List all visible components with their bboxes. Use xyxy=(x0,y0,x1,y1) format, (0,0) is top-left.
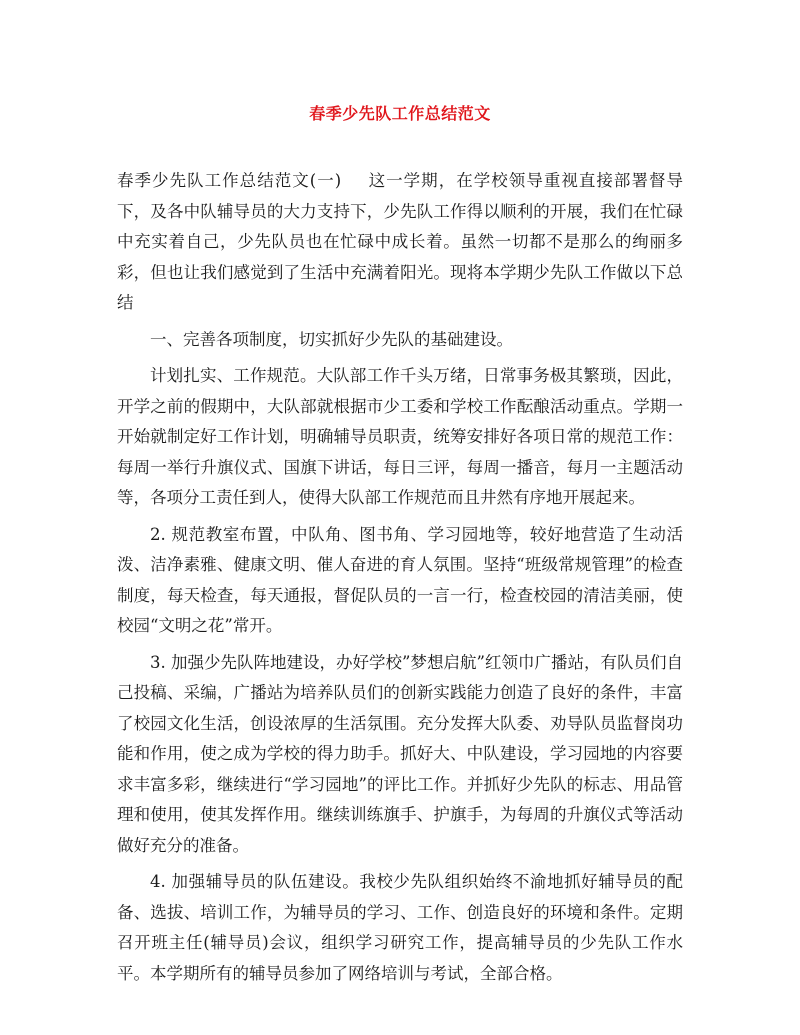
item-2-paragraph: 2. 规范教室布置，中队角、图书角、学习园地等，较好地营造了生动活泼、洁净素雅、健康文明、催人奋进的育人氛围。坚持“班级常规管理”的检查制度，每天检查，每天通报，督促队员的一言一行，检查校园的清洁美丽，使校园“文明之花”常开。 xyxy=(117,524,683,635)
intro-label: 春季少先队工作总结范文(一) xyxy=(117,171,342,190)
item-4-paragraph: 4. 加强辅导员的队伍建设。我校少先队组织始终不渝地抓好辅导员的配备、选拔、培训工作，为辅导员的学习、工作、创造良好的环境和条件。定期召开班主任(辅导员)会议，组织学习研究工作，提高辅导员的少先队工作水平。本学期所有的辅导员参加了网络培训与考试，全部合格。 xyxy=(117,872,683,983)
item-3-paragraph: 3. 加强少先队阵地建设，办好学校”梦想启航”红领巾广播站，有队员们自己投稿、采编，广播站为培养队员们的创新实践能力创造了良好的条件，丰富了校园文化生活，创设浓厚的生活氛围。充分发挥大队委、劝导队员监督岗功能和作用，使之成为学校的得力助手。抓好大、中队建设，学习园地的内容要求丰富多彩，继续进行“学习园地”的评比工作。并抓好少先队的标志、用品管理和使用，使其发挥作用。继续训练旗手、护旗手，为每周的升旗仪式等活动做好充分的准备。 xyxy=(117,652,683,855)
section-1-heading: 一、完善各项制度，切实抓好少先队的基础建设。 xyxy=(150,329,513,349)
intro-paragraph xyxy=(117,166,683,319)
document-title: 春季少先队工作总结范文 xyxy=(309,104,491,123)
intro-text: 这一学期，在学校领导重视直接部署督导下，及各中队辅导员的大力支持下，少先队工作得以顺利的开展，我们在忙碌中充实着自己，少先队员也在忙碌中成长着。虽然一切都不是那么的绚丽多彩，但也让我们感觉到了生活中充满着阳光。现将本学期少先队工作做以下总结 xyxy=(117,171,684,312)
item-1-paragraph: 计划扎实、工作规范。大队部工作千头万绪，日常事务极其繁琐，因此，开学之前的假期中，大队部就根据市少工委和学校工作酝酿活动重点。学期一开始就制定好工作计划，明确辅导员职责，统筹安排好各项日常的规范工作：每周一举行升旗仪式、国旗下讲话，每日三评，每周一播音，每月一主题活动等，各项分工责任到人，使得大队部工作规范而且井然有序地开展起来。 xyxy=(117,366,683,507)
document-page xyxy=(117,100,683,995)
